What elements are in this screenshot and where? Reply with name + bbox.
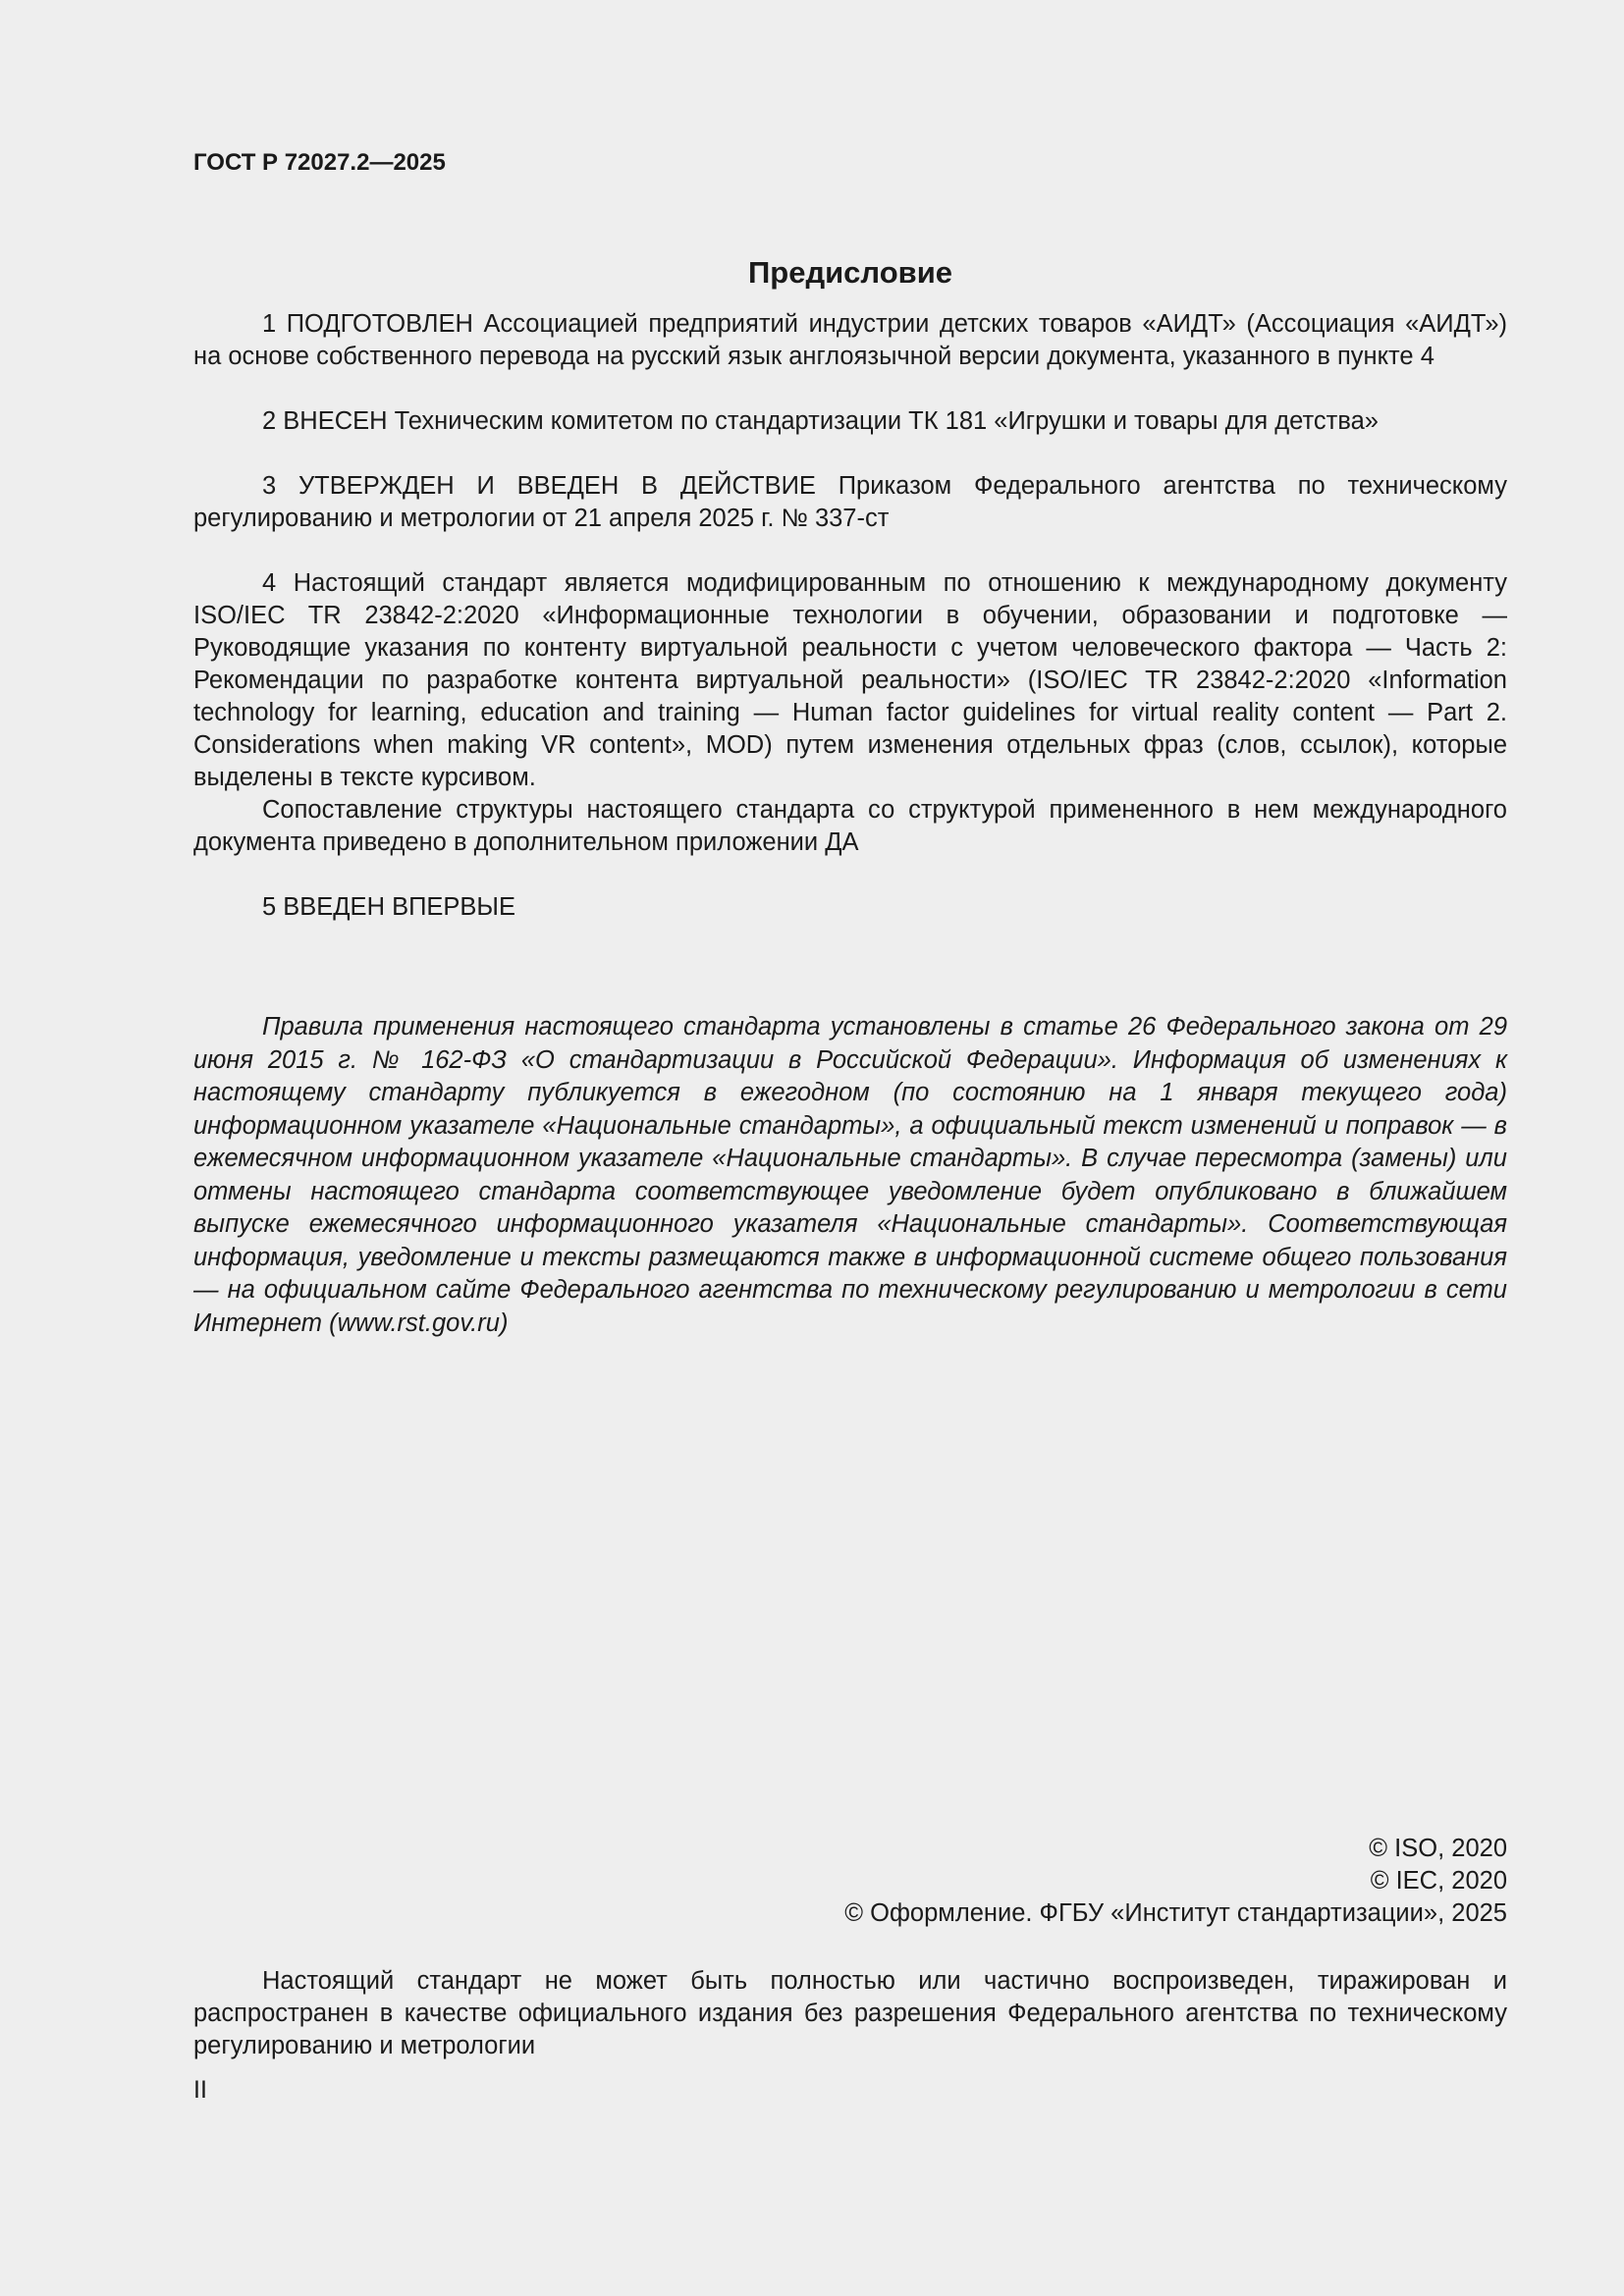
copyright-iso: © ISO, 2020 (1369, 1835, 1507, 1862)
paragraph-approved: 3 УТВЕРЖДЕН И ВВЕДЕН В ДЕЙСТВИЕ Приказом Федерального агентства по техническому регулированию и метрологии от 21 апреля 2025 г. № 337-ст (193, 472, 1507, 532)
document-page (193, 147, 1507, 2104)
paragraph-submitted: 2 ВНЕСЕН Техническим комитетом по стандартизации ТК 181 «Игрушки и товары для детства» (262, 407, 1379, 435)
copyright-block (844, 1833, 1507, 1930)
paragraph-prepared: 1 ПОДГОТОВЛЕН Ассоциацией предприятий индустрии детских товаров «АИДТ» (Ассоциация «АИДТ») на основе собственного перевода на русский язык англоязычной версии документа, указанного в пункте 4 (193, 310, 1507, 370)
copyright-iec: © IEC, 2020 (1370, 1867, 1507, 1895)
page-number: II (193, 2076, 207, 2104)
copyright-design: © Оформление. ФГБУ «Институт стандартизации», 2025 (844, 1899, 1507, 1927)
page-title: Предисловие (747, 255, 952, 290)
paragraph-modified: 4 Настоящий стандарт является модифицированным по отношению к международному документу ISO/IEC TR 23842-2:2020 «Информационные технологии в обучении, образовании и подготовке — Руководящие указания по контенту виртуальной реальности с учетом человеческого фактора — Часть 2: Рекомендации по разработке контента виртуальной реальности» (ISO/IEC TR 23842-2:2020 «Information technology for learning, education and training — Human factor guidelines for virtual reality content — Part 2. Considerations when making VR content», MOD) путем изменения отдельных фраз (слов, ссылок), которые выделены в тексте курсивом. (193, 569, 1507, 791)
document-header: ГОСТ Р 72027.2—2025 (193, 149, 446, 176)
rules-notice: Правила применения настоящего стандарта установлены в статье 26 Федерального закона от 29 июня 2015 г. № 162-ФЗ «О стандартизации в Российской Федерации». Информация об изменениях к настоящему стандарту публикуется в ежегодном (по состоянию на 1 января текущего года) информационном указателе «Национальные стандарты», а официальный текст изменений и поправок — в ежемесячном информационном указателе «Национальные стандарты». В случае пересмотра (замены) или отмены настоящего стандарта соответствующее уведомление будет опубликовано в ближайшем выпуске ежемесячного информационного указателя «Национальные стандарты». Соответствующая информация, уведомление и тексты размещаются также в информационной системе общего пользования — на официальном сайте Федерального агентства по техническому регулированию и метрологии в сети Интернет (www.rst.gov.ru) (193, 1013, 1507, 1337)
reproduction-notice: Настоящий стандарт не может быть полностью или частично воспроизведен, тиражирован и распространен в качестве официального издания без разрешения Федерального агентства по техническому регулированию и метрологии (193, 1967, 1507, 2059)
paragraph-first-introduced: 5 ВВЕДЕН ВПЕРВЫЕ (262, 893, 516, 921)
paragraph-structure-comparison: Сопоставление структуры настоящего стандарта со структурой примененного в нем международного документа приведено в дополнительном приложении ДА (193, 796, 1507, 856)
